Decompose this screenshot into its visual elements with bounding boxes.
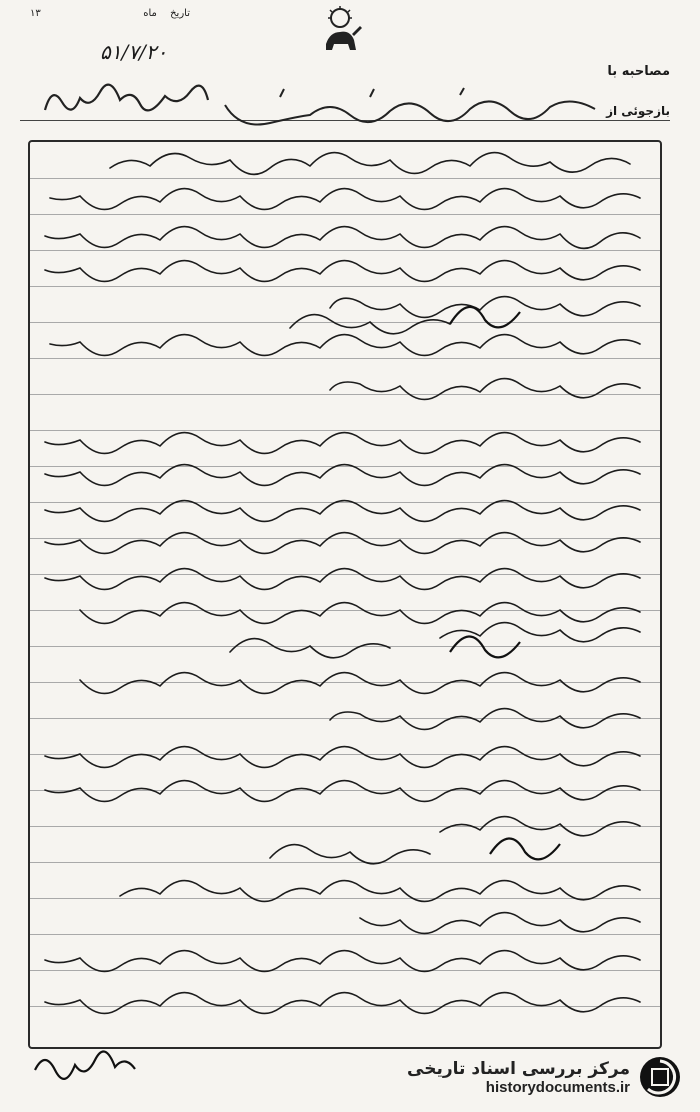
page-number: ۱۳ [30, 8, 41, 19]
watermark [407, 1055, 682, 1099]
handwriting-strokes [30, 142, 660, 1047]
watermark-url: historydocuments.ir [485, 1078, 630, 1096]
archive-logo-icon [638, 1055, 682, 1099]
handwritten-body-box [28, 140, 662, 1049]
handwritten-signature [30, 1045, 140, 1085]
month-label: ماه [143, 8, 157, 19]
lion-sun-emblem-icon [316, 4, 366, 54]
interrogation-label: بازجوئی از [606, 104, 670, 118]
handwritten-annotation [40, 80, 210, 120]
interview-label: مصاحبه با [607, 64, 670, 79]
date-label: تاریخ [170, 8, 190, 19]
date-value: ۵۱/۷/۲۰ [100, 40, 168, 64]
watermark-text [407, 1059, 630, 1096]
date-block [30, 8, 210, 68]
handwritten-subject-name [220, 85, 600, 135]
watermark-site-name: مرکز بررسی اسناد تاریخی [407, 1058, 630, 1079]
date-labels [30, 8, 190, 19]
